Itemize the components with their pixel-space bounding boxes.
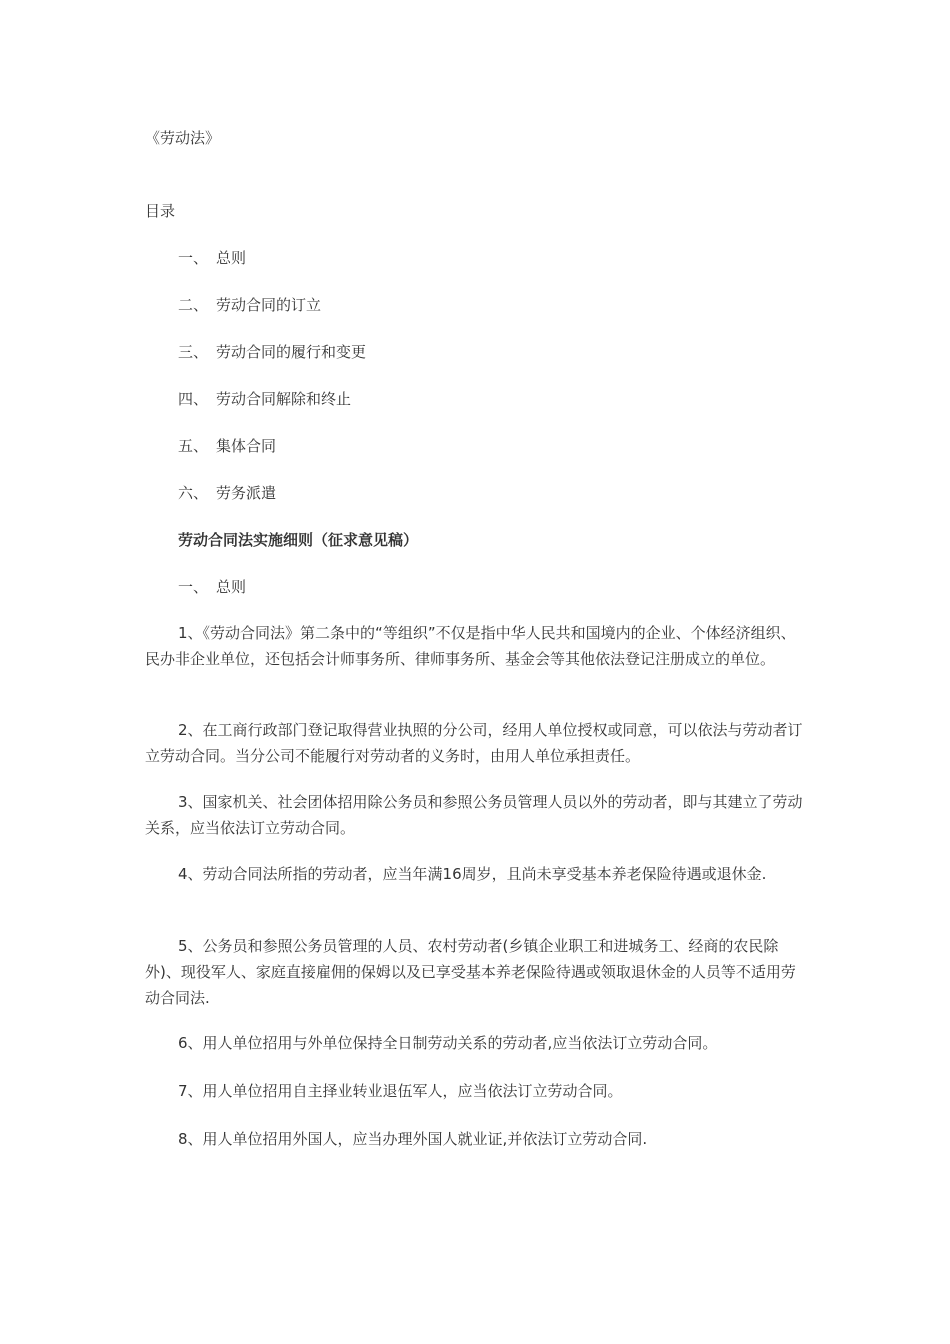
article-paragraph: 4、劳动合同法所指的劳动者，应当年满16周岁，且尚未享受基本养老保险待遇或退休金. — [178, 865, 767, 883]
toc-item — [178, 483, 276, 503]
section-subheading-label: 总则 — [216, 578, 247, 596]
article-paragraph: 5、公务员和参照公务员管理的人员、农村劳动者(乡镇企业职工和进城务工、经商的农民除外)、现役军人、家庭直接雇佣的保姆以及已享受基本养老保险待遇或领取退休金的人员等不适用劳动合同法. — [145, 937, 796, 1007]
article-paragraph: 7、用人单位招用自主择业转业退伍军人，应当依法订立劳动合同。 — [178, 1082, 623, 1100]
toc-item — [178, 248, 246, 268]
article-paragraph: 2、在工商行政部门登记取得营业执照的分公司，经用人单位授权或同意，可以依法与劳动者订立劳动合同。当分公司不能履行对劳动者的义务时，由用人单位承担责任。 — [145, 721, 803, 765]
toc-heading: 目录 — [145, 202, 176, 220]
article-paragraph: 6、用人单位招用与外单位保持全日制劳动关系的劳动者,应当依法订立劳动合同。 — [178, 1034, 718, 1052]
article-paragraph: 8、用人单位招用外国人，应当办理外国人就业证,并依法订立劳动合同. — [178, 1130, 648, 1148]
toc-item-label: 劳动合同的订立 — [216, 296, 322, 314]
toc-item-label: 集体合同 — [216, 437, 277, 455]
toc-item-label: 总则 — [216, 249, 247, 267]
toc-item-label: 劳动合同的履行和变更 — [216, 343, 367, 361]
toc-item-number: 一、 — [178, 249, 209, 267]
toc-item-number: 五、 — [178, 437, 209, 455]
document-title: 《劳动法》 — [145, 129, 221, 147]
article-paragraph: 1、《劳动合同法》第二条中的“等组织”不仅是指中华人民共和国境内的企业、个体经济组织、民办非企业单位，还包括会计师事务所、律师事务所、基金会等其他依法登记注册成立的单位。 — [145, 624, 796, 668]
toc-item — [178, 342, 366, 362]
toc-item-label: 劳动合同解除和终止 — [216, 390, 352, 408]
toc-item — [178, 389, 351, 409]
article-paragraph: 3、国家机关、社会团体招用除公务员和参照公务员管理人员以外的劳动者，即与其建立了劳动关系，应当依法订立劳动合同。 — [145, 793, 803, 837]
section-subheading — [178, 577, 246, 597]
toc-item — [178, 295, 321, 315]
toc-item-number: 四、 — [178, 390, 209, 408]
toc-item-number: 三、 — [178, 343, 209, 361]
toc-item-number: 二、 — [178, 296, 209, 314]
section-subheading-number: 一、 — [178, 578, 209, 596]
section-title: 劳动合同法实施细则（征求意见稿） — [178, 531, 419, 549]
toc-item-number: 六、 — [178, 484, 209, 502]
toc-item — [178, 436, 276, 456]
toc-item-label: 劳务派遣 — [216, 484, 277, 502]
